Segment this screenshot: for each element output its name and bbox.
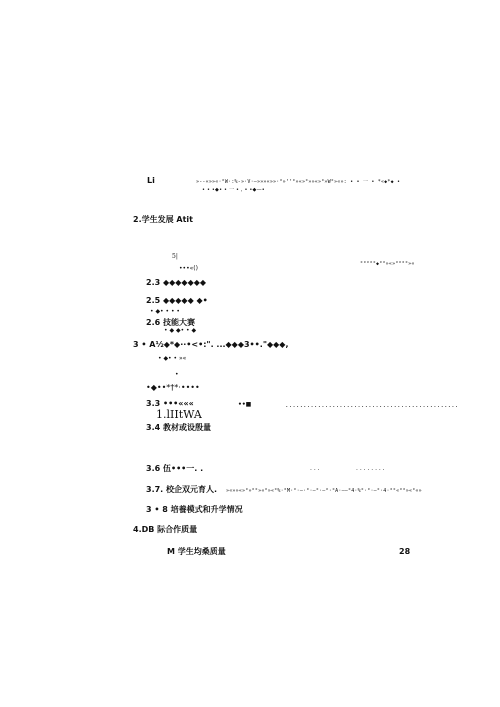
toc-entry-2-5: 2.5 ◆◆◆◆◆ ◆• xyxy=(146,296,208,305)
toc-leader-dots: . . . . . . . . xyxy=(356,465,385,472)
toc-entry-2-3: 2.3 ◆◆◆◆◆◆◆ xyxy=(146,278,207,287)
toc-heading-student-development: 2.学生发展 Atit xyxy=(133,215,193,224)
toc-garbled-line: •◆••*†*·•••• xyxy=(146,383,200,392)
toc-entry-2-6-skills-competition: 2.6 技能大赛 xyxy=(146,318,195,327)
toc-entry-3-4-teaching-materials: 3.4 教材或设殷量 xyxy=(146,423,211,432)
toc-leader-dots: ................................................ xyxy=(285,402,459,409)
toc-entry-3-7-school-enterprise: 3.7. 校企双元育人. xyxy=(146,485,218,494)
toc-garbled-line: • ◆• • »« xyxy=(158,355,187,362)
toc-leader-dots: . . . xyxy=(310,465,320,472)
toc-heading-3: 3 • A½◆*◆··•<•:". ...◆◆◆3••."◆◆◆, xyxy=(133,340,289,349)
toc-entry-3-6: 3.6 伍•••一. . xyxy=(146,464,204,473)
toc-garbled-line: •••«() xyxy=(179,265,198,272)
toc-entry-3-8-training-mode: 3 • 8 培養模式和升学情况 xyxy=(146,505,243,514)
toc-entry-3-3: 3.3 •••««« xyxy=(146,399,194,408)
toc-garbled-line: • xyxy=(175,371,179,378)
toc-page-number: 28 xyxy=(399,547,411,556)
toc-heading-4-cooperation: 4.DB 际合作质量 xyxy=(133,525,198,534)
toc-entry-student-quality: M 学生均桑质量 xyxy=(167,547,226,556)
toc-garbled-dots: °°°°°◆°°»«»°°°°»« xyxy=(360,261,415,267)
toc-entry-li: Li xyxy=(147,176,155,185)
toc-garbled-leader: »«»»«»°»°°»«°»«°%·°M·°·—·°·—°·—°·°A·——°4·%°·°·—°·4·°°«°°»«°«» xyxy=(226,488,422,494)
toc-garbled-line: • ◆ ◆• • ◆ xyxy=(164,327,197,334)
toc-garbled-line: 5| xyxy=(172,253,178,260)
toc-garbled-line: »--«»»«·°W·:%-»·V·—»»»«»»·°»ʻʻ°»«»°»»«»°»W°»«»: • • 一 • *«◆*◆ • xyxy=(196,179,401,185)
toc-garbled-mark: ••■ xyxy=(238,401,252,408)
toc-garbled-line: • ◆• • • • xyxy=(150,308,180,315)
toc-garbled-line: 1.lIItWA xyxy=(156,408,202,421)
toc-garbled-line: • • •◆• • 一 • , • •◆—• xyxy=(202,187,265,193)
